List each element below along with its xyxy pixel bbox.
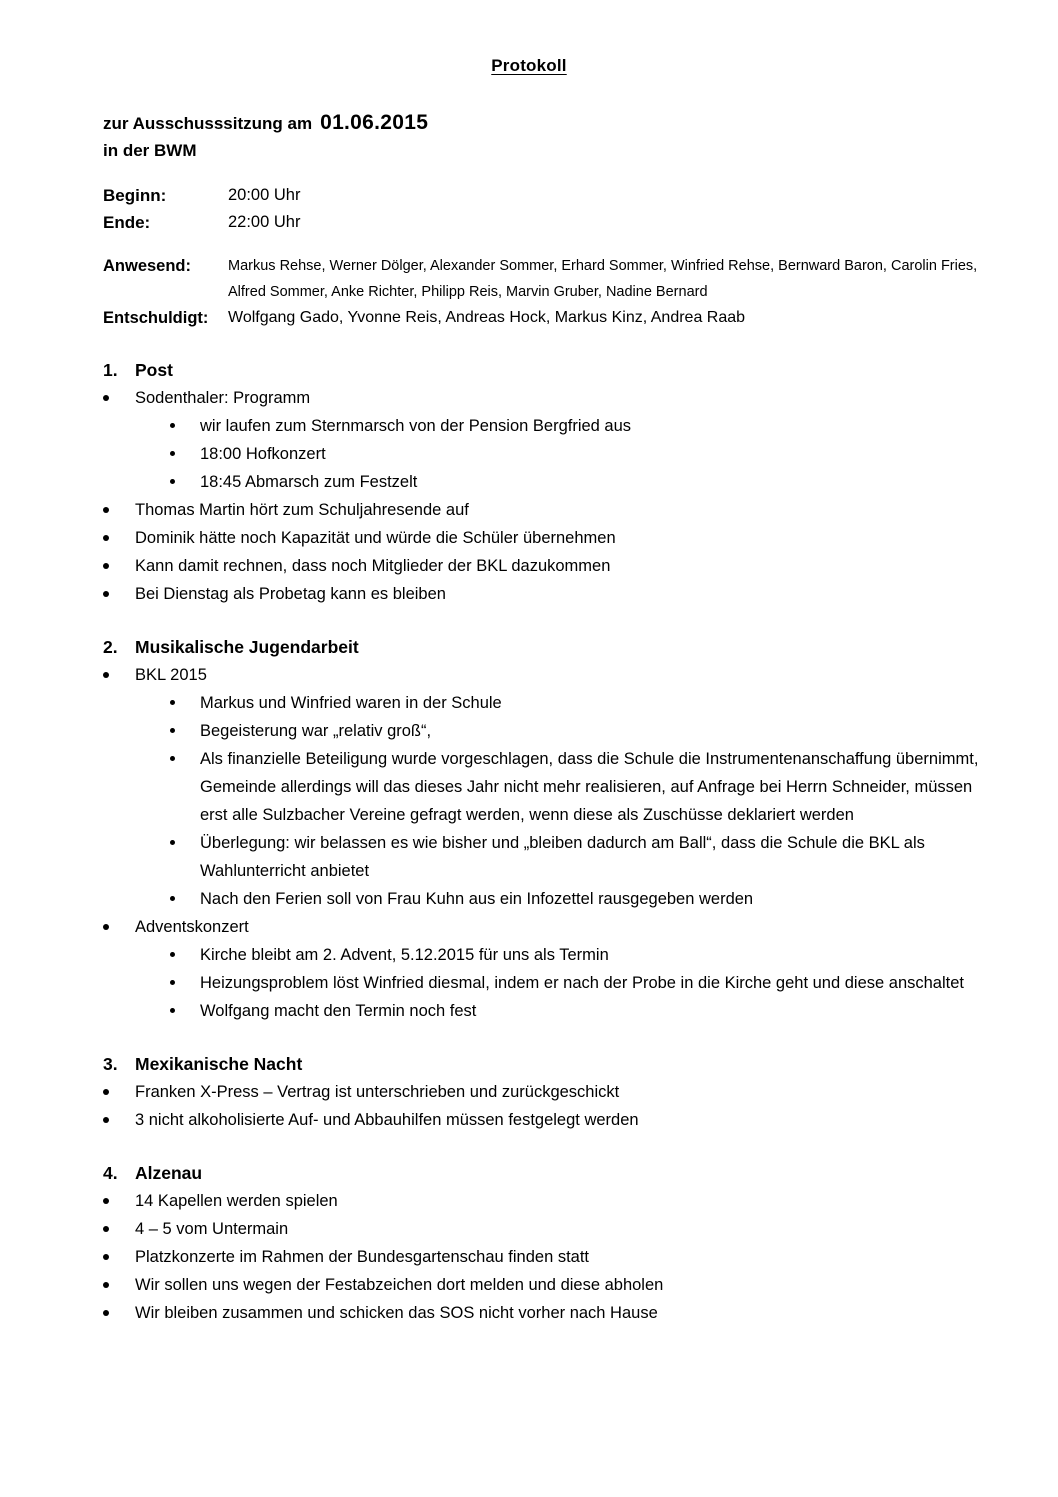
list-item bbox=[103, 524, 988, 552]
section bbox=[103, 356, 988, 608]
bullet-dot bbox=[103, 1282, 109, 1288]
present-names: Markus Rehse, Werner Dölger, Alexander Sommer, Erhard Sommer, Winfried Rehse, Bernward Baron, Carolin Fries, Alfred Sommer, Anke Richter, Philipp Reis, Marvin Gruber, Nadine Bernard bbox=[228, 258, 978, 300]
section-heading bbox=[103, 1159, 988, 1187]
bullet-icon bbox=[170, 969, 200, 997]
section-heading bbox=[103, 1050, 988, 1078]
bullet-icon bbox=[170, 885, 200, 913]
bullet-icon bbox=[103, 580, 135, 608]
list-item bbox=[170, 717, 988, 745]
bullet-dot bbox=[103, 395, 109, 401]
section-number: 4. bbox=[103, 1163, 118, 1183]
bullet-icon bbox=[103, 384, 135, 412]
meta-block bbox=[103, 182, 988, 236]
list-item-text: Wir sollen uns wegen der Festabzeichen dort melden und diese abholen bbox=[135, 1276, 664, 1294]
bullet-dot bbox=[103, 591, 109, 597]
list-item-text: 18:45 Abmarsch zum Festzelt bbox=[200, 473, 418, 491]
bullet-dot bbox=[103, 1089, 109, 1095]
excused-label: Entschuldigt: bbox=[103, 309, 209, 327]
section-title: Post bbox=[135, 360, 173, 380]
excused-names: Wolfgang Gado, Yvonne Reis, Andreas Hock, Markus Kinz, Andrea Raab bbox=[228, 309, 746, 326]
list-item-text: 14 Kapellen werden spielen bbox=[135, 1192, 338, 1210]
bullet-dot bbox=[103, 535, 109, 541]
list-item-text: Wolfgang macht den Termin noch fest bbox=[200, 1002, 477, 1020]
attendance-row-excused bbox=[103, 305, 988, 331]
list-item-text: Kann damit rechnen, dass noch Mitglieder der BKL dazukommen bbox=[135, 557, 611, 575]
present-label: Anwesend: bbox=[103, 257, 192, 275]
bullet-dot bbox=[103, 1226, 109, 1232]
bullet-icon bbox=[103, 1106, 135, 1134]
list-item-text: 18:00 Hofkonzert bbox=[200, 445, 326, 463]
list-item bbox=[170, 412, 988, 440]
bullet-icon bbox=[170, 689, 200, 717]
meeting-date: 01.06.2015 bbox=[320, 111, 429, 134]
list-item-text: Thomas Martin hört zum Schuljahresende auf bbox=[135, 501, 469, 519]
bullet-dot bbox=[103, 1310, 109, 1316]
list-item bbox=[103, 1078, 988, 1106]
bullet-dot bbox=[170, 728, 175, 733]
bullet-icon bbox=[170, 440, 200, 468]
list-item bbox=[103, 1187, 988, 1215]
bullet-icon bbox=[103, 913, 135, 941]
bullet-icon bbox=[103, 552, 135, 580]
list-item-text: Wir bleiben zusammen und schicken das SOS nicht vorher nach Hause bbox=[135, 1304, 658, 1322]
section-heading bbox=[103, 633, 988, 661]
end-value: 22:00 Uhr bbox=[228, 213, 301, 231]
list-item bbox=[170, 468, 988, 496]
bullet-dot bbox=[103, 672, 109, 678]
bullet-dot bbox=[103, 563, 109, 569]
section-number: 2. bbox=[103, 637, 118, 657]
bullet-dot bbox=[103, 1117, 109, 1123]
list-item-text: Dominik hätte noch Kapazität und würde die Schüler übernehmen bbox=[135, 529, 616, 547]
bullet-dot bbox=[170, 756, 175, 761]
begin-label: Beginn: bbox=[103, 186, 167, 205]
list-item-text: Nach den Ferien soll von Frau Kuhn aus ein Infozettel rausgegeben werden bbox=[200, 890, 754, 908]
document-content bbox=[0, 109, 1058, 1327]
bullet-icon bbox=[170, 717, 200, 745]
list-item bbox=[103, 1271, 988, 1299]
list-item-text: Heizungsproblem löst Winfried diesmal, indem er nach der Probe in die Kirche geht und diese anschaltet bbox=[200, 974, 964, 992]
list-item bbox=[170, 440, 988, 468]
list-item bbox=[170, 885, 988, 913]
list-item bbox=[103, 384, 988, 412]
list-item-text: 3 nicht alkoholisierte Auf- und Abbauhilfen müssen festgelegt werden bbox=[135, 1111, 639, 1129]
section bbox=[103, 1159, 988, 1327]
list-item bbox=[103, 580, 988, 608]
list-item bbox=[170, 689, 988, 717]
list-item-text: wir laufen zum Sternmarsch von der Pension Bergfried aus bbox=[200, 417, 632, 435]
list-item-text: Franken X-Press – Vertrag ist unterschrieben und zurückgeschickt bbox=[135, 1083, 620, 1101]
list-item bbox=[103, 496, 988, 524]
begin-value: 20:00 Uhr bbox=[228, 186, 301, 204]
section-title: Musikalische Jugendarbeit bbox=[135, 637, 359, 657]
bullet-icon bbox=[170, 745, 200, 829]
end-label: Ende: bbox=[103, 213, 151, 232]
bullet-icon bbox=[103, 1299, 135, 1327]
list-item-text: Überlegung: wir belassen es wie bisher und „bleiben dadurch am Ball“, dass die Schule die BKL als Wahlunterricht anbietet bbox=[200, 834, 925, 880]
list-item-text: 4 – 5 vom Untermain bbox=[135, 1220, 289, 1238]
list-item bbox=[103, 552, 988, 580]
bullet-icon bbox=[170, 468, 200, 496]
list-item bbox=[170, 969, 988, 997]
list-item-text: Platzkonzerte im Rahmen der Bundesgartenschau finden statt bbox=[135, 1248, 590, 1266]
attendance-block bbox=[103, 253, 988, 331]
section-number: 1. bbox=[103, 360, 118, 380]
bullet-dot bbox=[103, 924, 109, 930]
bullet-dot bbox=[170, 1008, 175, 1013]
list-item-text: Bei Dienstag als Probetag kann es bleiben bbox=[135, 585, 446, 603]
bullet-icon bbox=[103, 524, 135, 552]
bullet-icon bbox=[103, 1271, 135, 1299]
bullet-dot bbox=[103, 507, 109, 513]
bullet-icon bbox=[170, 941, 200, 969]
bullet-icon bbox=[170, 997, 200, 1025]
bullet-dot bbox=[170, 700, 175, 705]
bullet-icon bbox=[103, 1215, 135, 1243]
section-title: Mexikanische Nacht bbox=[135, 1054, 303, 1074]
bullet-icon bbox=[103, 661, 135, 689]
bullet-dot bbox=[170, 952, 175, 957]
list-item-text: Adventskonzert bbox=[135, 918, 249, 936]
list-item-text: Markus und Winfried waren in der Schule bbox=[200, 694, 502, 712]
page-title: Protokoll bbox=[491, 56, 567, 75]
sections bbox=[103, 356, 988, 1327]
section-number: 3. bbox=[103, 1054, 118, 1074]
bullet-icon bbox=[170, 412, 200, 440]
bullet-dot bbox=[170, 479, 175, 484]
meeting-subtitle bbox=[103, 109, 988, 137]
subtitle-prefix: zur Ausschusssitzung am bbox=[103, 114, 313, 133]
bullet-dot bbox=[170, 423, 175, 428]
list-item-text: Sodenthaler: Programm bbox=[135, 389, 311, 407]
attendance-row-present bbox=[103, 253, 988, 305]
section bbox=[103, 1050, 988, 1134]
list-item-text: Begeisterung war „relativ groß“, bbox=[200, 722, 432, 740]
bullet-icon bbox=[103, 1187, 135, 1215]
list-item bbox=[103, 661, 988, 689]
list-item-text: Als finanzielle Beteiligung wurde vorgeschlagen, dass die Schule die Instrumentenanschaffung übernimmt, Gemeinde allerdings will das dieses Jahr nicht mehr realisieren, auf Anfrage bei Herrn Schneider, müssen erst alle Sulzbacher Vereine gefragt werden, wenn diese als Zuschüsse deklariert werden bbox=[200, 750, 979, 824]
list-item bbox=[170, 997, 988, 1025]
bullet-icon bbox=[103, 1243, 135, 1271]
list-item-text: BKL 2015 bbox=[135, 666, 207, 684]
bullet-dot bbox=[170, 451, 175, 456]
bullet-icon bbox=[103, 496, 135, 524]
bullet-dot bbox=[170, 840, 175, 845]
section-heading bbox=[103, 356, 988, 384]
list-item bbox=[170, 745, 988, 829]
section bbox=[103, 633, 988, 1025]
list-item bbox=[170, 829, 988, 885]
list-item bbox=[103, 1106, 988, 1134]
meeting-location: in der BWM bbox=[103, 141, 197, 160]
bullet-dot bbox=[103, 1254, 109, 1260]
list-item bbox=[103, 1243, 988, 1271]
bullet-dot bbox=[170, 980, 175, 985]
bullet-icon bbox=[103, 1078, 135, 1106]
meta-row-end bbox=[103, 209, 988, 236]
section-title: Alzenau bbox=[135, 1163, 203, 1183]
meta-row-begin bbox=[103, 182, 988, 209]
list-item bbox=[170, 941, 988, 969]
list-item-text: Kirche bleibt am 2. Advent, 5.12.2015 für uns als Termin bbox=[200, 946, 609, 964]
bullet-icon bbox=[170, 829, 200, 885]
bullet-dot bbox=[103, 1198, 109, 1204]
list-item bbox=[103, 1215, 988, 1243]
list-item bbox=[103, 1299, 988, 1327]
bullet-dot bbox=[170, 896, 175, 901]
list-item bbox=[103, 913, 988, 941]
